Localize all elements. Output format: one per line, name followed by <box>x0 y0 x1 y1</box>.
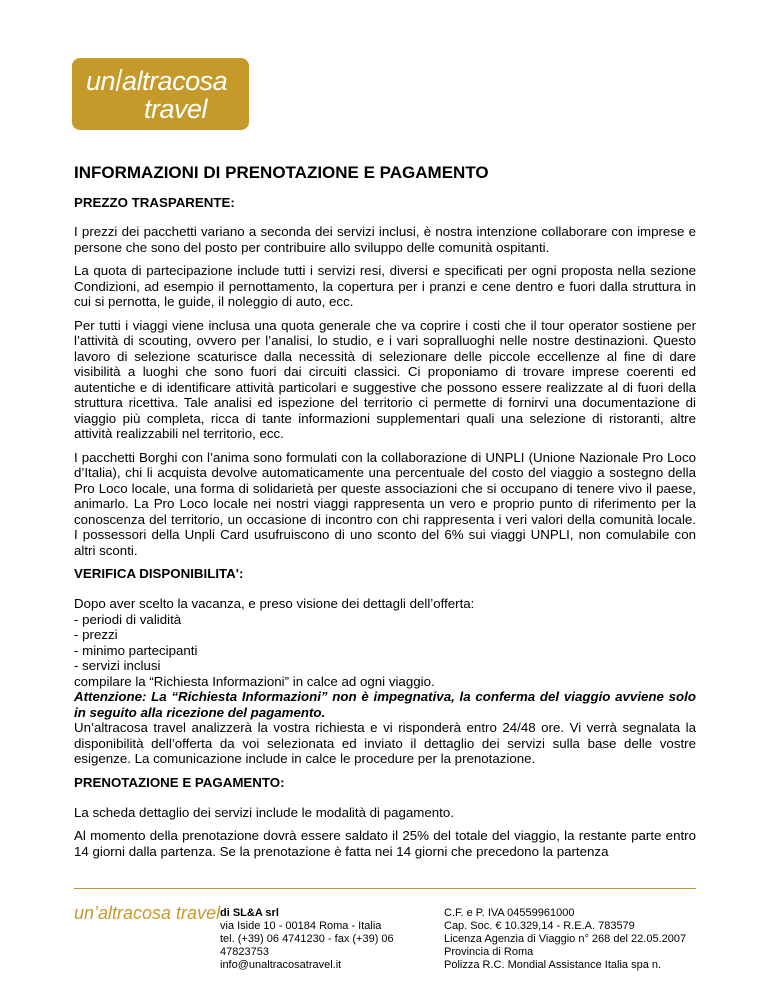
footer-legal-line: C.F. e P. IVA 04559961000 <box>444 907 575 919</box>
footer-email: info@unaltracosatravel.it <box>220 959 342 971</box>
list-item: - periodi di validità <box>74 611 182 627</box>
footer-legal-line: Licenza Agenzia di Viaggio n° 268 del 22.05.2007 <box>444 933 687 945</box>
attention-note: Attenzione: La “Richiesta Informazioni” non è impegnativa, la conferma del viaggio avviene solo in seguito alla ricezione del pagamento. <box>74 689 696 720</box>
logo-line-2: travel <box>144 94 208 124</box>
footer-divider <box>74 888 696 889</box>
footer-company: di SL&A srl <box>220 907 279 919</box>
section-heading-prenotazione: PRENOTAZIONE E PAGAMENTO: <box>74 774 285 790</box>
footer-legal-line: Polizza R.C. Mondial Assistance Italia spa n. <box>444 959 662 971</box>
footer-brand: un’altracosa travel <box>74 903 221 923</box>
paragraph: Per tutti i viaggi viene inclusa una quota generale che va coprire i costi che il tour operator sostiene per l’attività di scouting, ovvero per l’analisi, lo studio, e i vari sopralluoghi nelle nostre destinazioni. Questo lavoro di selezione scaturisce dalla necessità di selezionare delle piccole eccellenze al fine di dare visibilità a luoghi che sono fuori dai circuiti classici. Ci proponiamo di trovare imprese coerenti ed autentiche e di identificare attività particolari e suggestive che possono essere realizzate al di fuori della struttura ricettiva. Tale analisi ed ispezione del territorio ci permette di fornirvi una documentazione di viaggio più completa, ricca di tante informazioni supplementari quali una selezione di ristoranti, altre attività realizzabili nel territorio, ecc. <box>74 317 696 441</box>
paragraph: La quota di partecipazione include tutti i servizi resi, diversi e specificati per ogni proposta nella sezione Condizioni, ad esempio il pernottamento, la copertura per i pranzi e cene dentro e fuori dalla struttura in cui si pernotta, le guide, il noleggio di auto, ecc. <box>74 263 696 309</box>
footer-legal-info <box>444 907 714 972</box>
footer-company-info <box>220 907 400 972</box>
page-footer <box>74 900 714 994</box>
page-title: INFORMAZIONI DI PRENOTAZIONE E PAGAMENTO <box>74 163 489 182</box>
logo-word-un: un <box>86 66 116 96</box>
logo-line-1 <box>86 66 227 97</box>
footer-address: via Iside 10 - 00184 Roma - Italia <box>220 920 382 932</box>
footer-legal-line: Cap. Soc. € 10.329,14 - R.E.A. 783579 <box>444 920 635 932</box>
paragraph: Un’altracosa travel analizzerà la vostra richiesta e vi risponderà entro 24/48 ore. Vi verrà segnalata la disponibilità dell’offerta da voi selezionata ed inviato il dettaglio dei servizi sulla base delle vostre esigenze. La comunicazione include in calce le procedure per la prenotazione. <box>74 720 696 766</box>
logo-word-altracosa: altracosa <box>122 66 228 96</box>
section-heading-prezzo: PREZZO TRASPARENTE: <box>74 195 235 210</box>
footer-phone: tel. (+39) 06 4741230 - fax (+39) 06 47823753 <box>220 933 394 958</box>
paragraph: La scheda dettaglio dei servizi include le modalità di pagamento. <box>74 804 454 820</box>
paragraph: Dopo aver scelto la vacanza, e preso visione dei dettagli dell’offerta: <box>74 596 475 611</box>
paragraph: I pacchetti Borghi con l’anima sono formulati con la collaborazione di UNPLI (Unione Nazionale Pro Loco d’Italia), chi li acquista devolve automaticamente una percentuale del costo del viaggio a sostegno della Pro Loco locale, una forma di solidarietà per queste associazioni che si occupano di tenere vivo il paese, animarlo. La Pro Loco locale nei nostri viaggi rappresenta un vero e proprio punto di riferimento per la conoscenza del territorio, un occasione di incontro con chi rappresenta i veri valori della comunità locale. I possessori della Unpli Card usufruiscono di uno sconto del 6% sui viaggi UNPLI, non comulabile con altri sconti. <box>74 449 696 558</box>
paragraph: Al momento della prenotazione dovrà essere saldato il 25% del totale del viaggio, la restante parte entro 14 giorni dalla partenza. Se la prenotazione è fatta nei 14 giorni che precedono la partenza <box>74 828 696 859</box>
list-item: - servizi inclusi <box>74 658 161 673</box>
paragraph: compilare la “Richiesta Informazioni” in calce ad ogni viaggio. <box>74 673 435 689</box>
brand-logo <box>72 58 249 130</box>
footer-legal-line: Provincia di Roma <box>444 946 534 958</box>
document-body <box>74 163 696 859</box>
list-item: - prezzi <box>74 627 118 642</box>
paragraph: I prezzi dei pacchetti variano a seconda dei servizi inclusi, è nostra intenzione collaborare con imprese e persone che sono del posto per contribuire allo sviluppo delle comunità ospitanti. <box>74 224 696 255</box>
section-heading-verifica: VERIFICA DISPONIBILITA': <box>74 566 244 581</box>
list-item: - minimo partecipanti <box>74 642 198 658</box>
